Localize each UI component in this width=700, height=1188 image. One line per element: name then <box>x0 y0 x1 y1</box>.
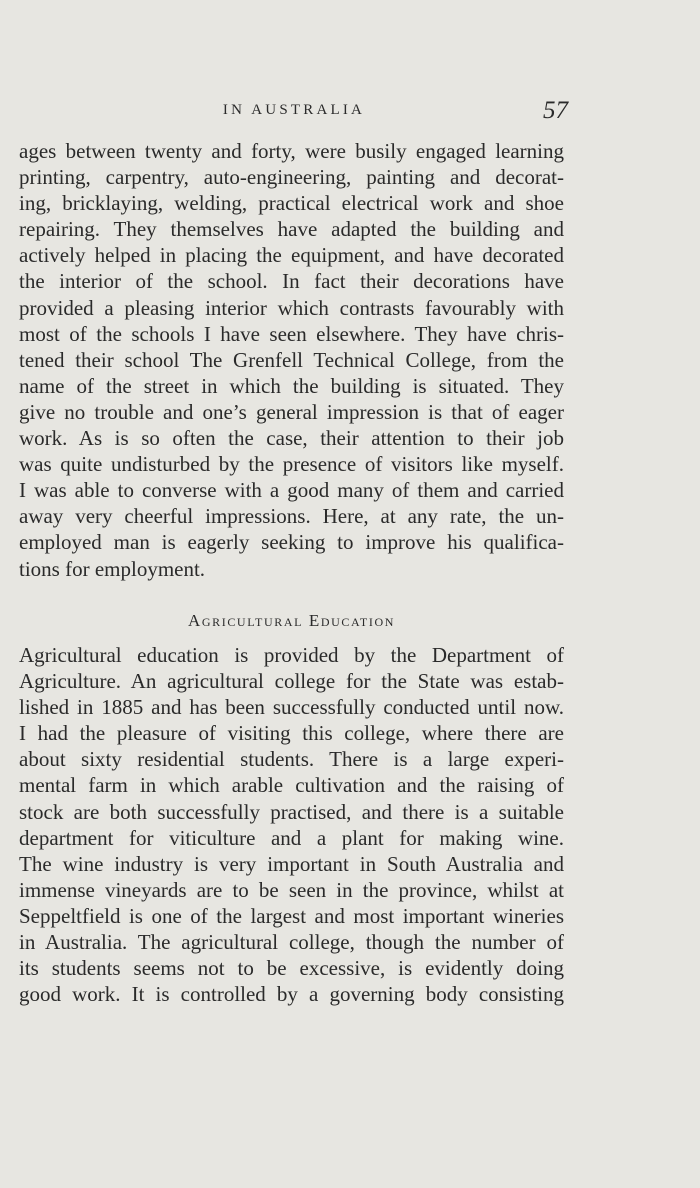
text-line: department for viticulture and a plant for making wine. <box>19 825 564 850</box>
text-line: mental farm in which arable cultivation and the raising of <box>19 773 564 798</box>
text-line: work. As is so often the case, their attention to their job <box>19 426 564 451</box>
section-heading: Agricultural Education <box>187 611 395 630</box>
text-line: immense vineyards are to be seen in the province, whilst at <box>19 877 564 902</box>
text-line: in Australia. The agricultural college, though the number of <box>19 930 564 955</box>
text-line: I had the pleasure of visiting this college, where there are <box>19 721 564 746</box>
text-line: The wine industry is very important in South Australia and <box>19 851 564 876</box>
text-line: Agricultural education is provided by the Department of <box>19 643 564 667</box>
text-line: its students seems not to be excessive, is evidently doing <box>19 956 564 981</box>
text-line: stock are both successfully practised, and there is a suitable <box>19 799 564 824</box>
text-line: about sixty residential students. There is a large experi- <box>19 747 564 772</box>
text-line: printing, carpentry, auto-engineering, painting and decorat- <box>19 165 564 190</box>
text-line: lished in 1885 and has been successfully conducted until now. <box>19 695 564 720</box>
paragraph-technical-college <box>19 138 564 582</box>
text-line: ing, bricklaying, welding, practical electrical work and shoe <box>19 191 564 216</box>
text-line: Agriculture. An agricultural college for the State was estab- <box>19 669 564 694</box>
text-line: tions for employment. <box>19 556 206 581</box>
text-line: away very cheerful impressions. Here, at any rate, the un- <box>19 504 564 529</box>
running-title: IN AUSTRALIA <box>222 102 366 118</box>
paragraph-agricultural-education <box>19 642 564 1007</box>
text-line: ages between twenty and forty, were busily engaged learning <box>19 139 564 163</box>
text-line: actively helped in placing the equipment, and have decorated <box>19 243 564 268</box>
text-line: provided a pleasing interior which contrasts favourably with <box>19 295 564 320</box>
text-line: employed man is eagerly seeking to improve his qualifica- <box>19 530 564 555</box>
text-line: was quite undisturbed by the presence of visitors like myself. <box>19 452 564 477</box>
page-number: 57 <box>543 97 568 124</box>
text-line: give no trouble and one’s general impression is that of eager <box>19 399 564 424</box>
running-head <box>20 97 568 127</box>
text-line: name of the street in which the building is situated. They <box>19 373 564 398</box>
text-line: Seppeltfield is one of the largest and most important wineries <box>19 903 564 928</box>
text-line: the interior of the school. In fact their decorations have <box>19 269 564 294</box>
text-line: I was able to converse with a good many of them and carried <box>19 478 564 503</box>
text-line: repairing. They themselves have adapted the building and <box>19 217 564 242</box>
text-line: good work. It is controlled by a governing body consisting <box>19 982 564 1007</box>
text-line: tened their school The Grenfell Technical College, from the <box>19 347 564 372</box>
text-line: most of the schools I have seen elsewhere. They have chris- <box>19 321 564 346</box>
